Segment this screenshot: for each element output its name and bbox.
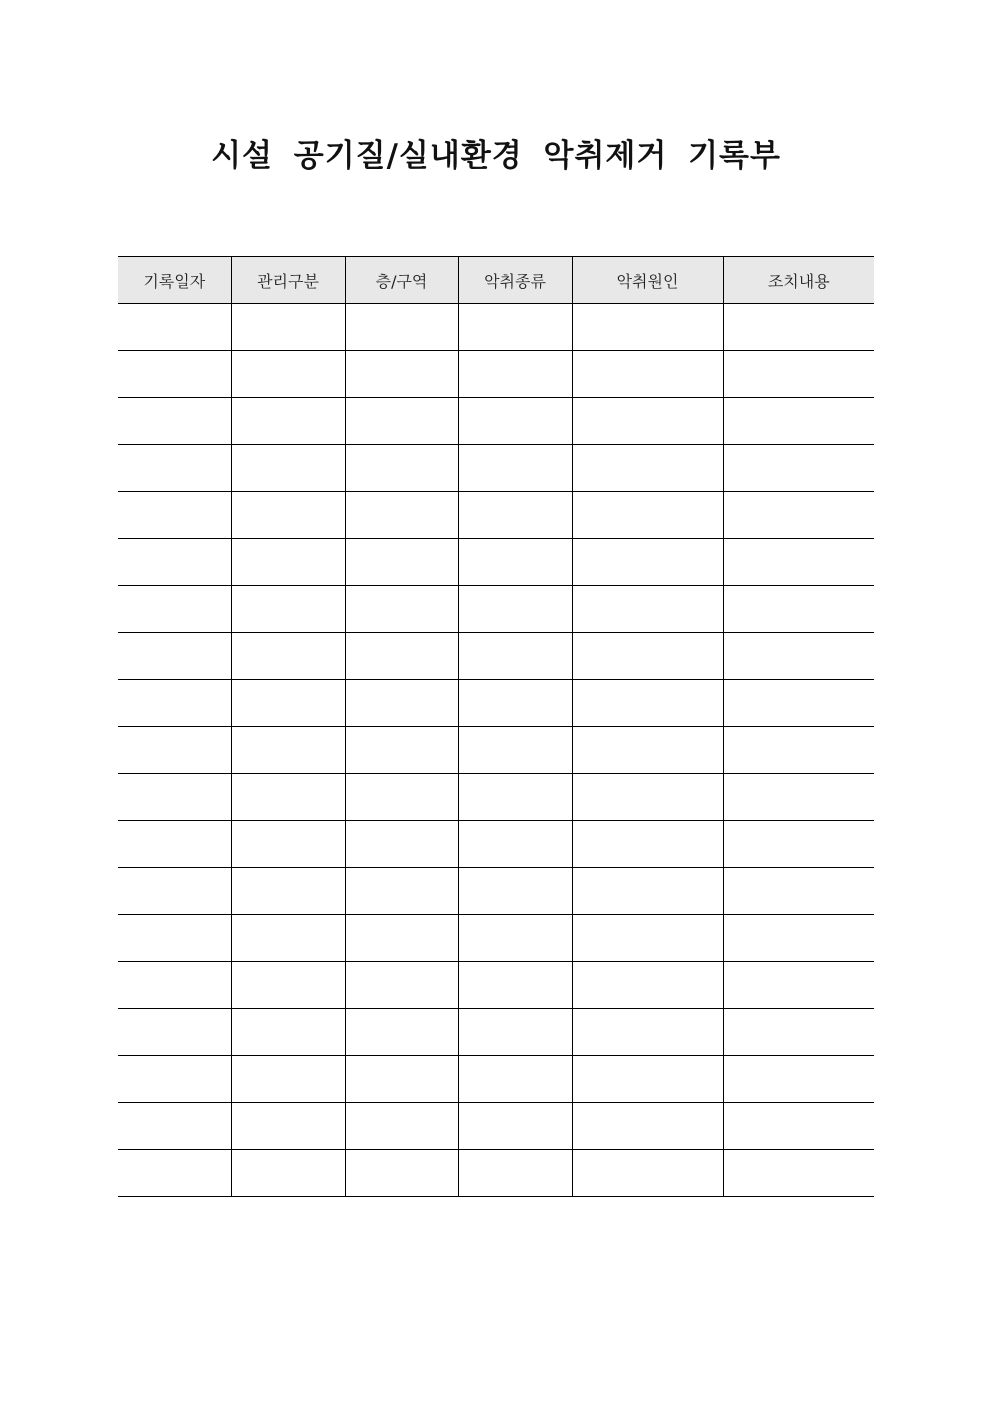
management-category-cell[interactable]: [231, 1056, 345, 1103]
action-taken-cell[interactable]: [723, 774, 874, 821]
odor-type-cell[interactable]: [458, 680, 572, 727]
table-row: [118, 398, 874, 445]
odor-type-cell[interactable]: [458, 1150, 572, 1197]
management-category-cell[interactable]: [231, 586, 345, 633]
floor-zone-cell[interactable]: [345, 1103, 458, 1150]
management-category-cell[interactable]: [231, 774, 345, 821]
floor-zone-cell[interactable]: [345, 539, 458, 586]
odor-cause-cell[interactable]: [572, 680, 723, 727]
odor-cause-cell[interactable]: [572, 351, 723, 398]
odor-type-cell[interactable]: [458, 633, 572, 680]
column-header-odor-type: 악취종류: [458, 257, 572, 304]
table-row: [118, 821, 874, 868]
table-row: [118, 962, 874, 1009]
management-category-cell[interactable]: [231, 868, 345, 915]
table-row: [118, 586, 874, 633]
record-date-cell[interactable]: [118, 398, 231, 445]
management-category-cell[interactable]: [231, 539, 345, 586]
odor-cause-cell[interactable]: [572, 1150, 723, 1197]
table-row: [118, 492, 874, 539]
column-header-record-date: 기록일자: [118, 257, 231, 304]
floor-zone-cell[interactable]: [345, 445, 458, 492]
odor-cause-cell[interactable]: [572, 868, 723, 915]
record-date-cell[interactable]: [118, 445, 231, 492]
table-row: [118, 1103, 874, 1150]
column-header-floor-zone: 층/구역: [345, 257, 458, 304]
odor-type-cell[interactable]: [458, 868, 572, 915]
management-category-cell[interactable]: [231, 680, 345, 727]
odor-cause-cell[interactable]: [572, 821, 723, 868]
table-row: [118, 680, 874, 727]
floor-zone-cell[interactable]: [345, 962, 458, 1009]
odor-cause-cell[interactable]: [572, 633, 723, 680]
floor-zone-cell[interactable]: [345, 774, 458, 821]
table-row: [118, 774, 874, 821]
record-date-cell[interactable]: [118, 962, 231, 1009]
table-row: [118, 1009, 874, 1056]
action-taken-cell[interactable]: [723, 304, 874, 351]
record-date-cell[interactable]: [118, 727, 231, 774]
odor-cause-cell[interactable]: [572, 1009, 723, 1056]
management-category-cell[interactable]: [231, 1009, 345, 1056]
record-date-cell[interactable]: [118, 492, 231, 539]
record-date-cell[interactable]: [118, 868, 231, 915]
table-row: [118, 304, 874, 351]
action-taken-cell[interactable]: [723, 1009, 874, 1056]
floor-zone-cell[interactable]: [345, 915, 458, 962]
management-category-cell[interactable]: [231, 962, 345, 1009]
record-table: [118, 256, 874, 1197]
action-taken-cell[interactable]: [723, 1150, 874, 1197]
floor-zone-cell[interactable]: [345, 304, 458, 351]
record-date-cell[interactable]: [118, 633, 231, 680]
floor-zone-cell[interactable]: [345, 633, 458, 680]
record-date-cell[interactable]: [118, 1150, 231, 1197]
table-body: [118, 304, 874, 1197]
management-category-cell[interactable]: [231, 351, 345, 398]
odor-cause-cell[interactable]: [572, 304, 723, 351]
management-category-cell[interactable]: [231, 915, 345, 962]
action-taken-cell[interactable]: [723, 962, 874, 1009]
odor-type-cell[interactable]: [458, 1009, 572, 1056]
column-header-odor-cause: 악취원인: [572, 257, 723, 304]
page-title: 시설 공기질/실내환경 악취제거 기록부: [211, 138, 781, 174]
table-row: [118, 915, 874, 962]
floor-zone-cell[interactable]: [345, 398, 458, 445]
action-taken-cell[interactable]: [723, 351, 874, 398]
management-category-cell[interactable]: [231, 304, 345, 351]
odor-type-cell[interactable]: [458, 398, 572, 445]
action-taken-cell[interactable]: [723, 915, 874, 962]
action-taken-cell[interactable]: [723, 633, 874, 680]
management-category-cell[interactable]: [231, 1103, 345, 1150]
odor-type-cell[interactable]: [458, 962, 572, 1009]
table-row: [118, 445, 874, 492]
odor-type-cell[interactable]: [458, 586, 572, 633]
action-taken-cell[interactable]: [723, 586, 874, 633]
floor-zone-cell[interactable]: [345, 821, 458, 868]
odor-cause-cell[interactable]: [572, 445, 723, 492]
floor-zone-cell[interactable]: [345, 586, 458, 633]
management-category-cell[interactable]: [231, 821, 345, 868]
odor-type-cell[interactable]: [458, 445, 572, 492]
floor-zone-cell[interactable]: [345, 1056, 458, 1103]
floor-zone-cell[interactable]: [345, 492, 458, 539]
record-date-cell[interactable]: [118, 586, 231, 633]
action-taken-cell[interactable]: [723, 727, 874, 774]
odor-type-cell[interactable]: [458, 1056, 572, 1103]
odor-cause-cell[interactable]: [572, 586, 723, 633]
floor-zone-cell[interactable]: [345, 1009, 458, 1056]
table-header-row: [118, 257, 874, 304]
odor-cause-cell[interactable]: [572, 492, 723, 539]
record-date-cell[interactable]: [118, 304, 231, 351]
action-taken-cell[interactable]: [723, 445, 874, 492]
record-date-cell[interactable]: [118, 539, 231, 586]
table-row: [118, 1056, 874, 1103]
odor-type-cell[interactable]: [458, 492, 572, 539]
odor-cause-cell[interactable]: [572, 1056, 723, 1103]
action-taken-cell[interactable]: [723, 398, 874, 445]
management-category-cell[interactable]: [231, 445, 345, 492]
table-row: [118, 868, 874, 915]
floor-zone-cell[interactable]: [345, 1150, 458, 1197]
floor-zone-cell[interactable]: [345, 868, 458, 915]
record-date-cell[interactable]: [118, 351, 231, 398]
odor-cause-cell[interactable]: [572, 1103, 723, 1150]
action-taken-cell[interactable]: [723, 821, 874, 868]
odor-cause-cell[interactable]: [572, 539, 723, 586]
table-row: [118, 351, 874, 398]
floor-zone-cell[interactable]: [345, 351, 458, 398]
record-date-cell[interactable]: [118, 915, 231, 962]
record-date-cell[interactable]: [118, 821, 231, 868]
column-header-management-category: 관리구분: [231, 257, 345, 304]
management-category-cell[interactable]: [231, 727, 345, 774]
odor-type-cell[interactable]: [458, 1103, 572, 1150]
odor-cause-cell[interactable]: [572, 727, 723, 774]
odor-type-cell[interactable]: [458, 774, 572, 821]
odor-type-cell[interactable]: [458, 304, 572, 351]
record-date-cell[interactable]: [118, 774, 231, 821]
record-date-cell[interactable]: [118, 1056, 231, 1103]
floor-zone-cell[interactable]: [345, 727, 458, 774]
odor-type-cell[interactable]: [458, 539, 572, 586]
action-taken-cell[interactable]: [723, 680, 874, 727]
action-taken-cell[interactable]: [723, 492, 874, 539]
odor-cause-cell[interactable]: [572, 915, 723, 962]
action-taken-cell[interactable]: [723, 1103, 874, 1150]
odor-type-cell[interactable]: [458, 821, 572, 868]
odor-type-cell[interactable]: [458, 727, 572, 774]
odor-type-cell[interactable]: [458, 915, 572, 962]
record-date-cell[interactable]: [118, 1009, 231, 1056]
management-category-cell[interactable]: [231, 633, 345, 680]
record-date-cell[interactable]: [118, 1103, 231, 1150]
table-row: [118, 727, 874, 774]
table-row: [118, 539, 874, 586]
odor-type-cell[interactable]: [458, 351, 572, 398]
column-header-action-taken: 조치내용: [723, 257, 874, 304]
action-taken-cell[interactable]: [723, 1056, 874, 1103]
management-category-cell[interactable]: [231, 1150, 345, 1197]
action-taken-cell[interactable]: [723, 539, 874, 586]
odor-cause-cell[interactable]: [572, 774, 723, 821]
odor-cause-cell[interactable]: [572, 398, 723, 445]
odor-cause-cell[interactable]: [572, 962, 723, 1009]
management-category-cell[interactable]: [231, 398, 345, 445]
record-date-cell[interactable]: [118, 680, 231, 727]
table-row: [118, 633, 874, 680]
floor-zone-cell[interactable]: [345, 680, 458, 727]
management-category-cell[interactable]: [231, 492, 345, 539]
table-row: [118, 1150, 874, 1197]
action-taken-cell[interactable]: [723, 868, 874, 915]
